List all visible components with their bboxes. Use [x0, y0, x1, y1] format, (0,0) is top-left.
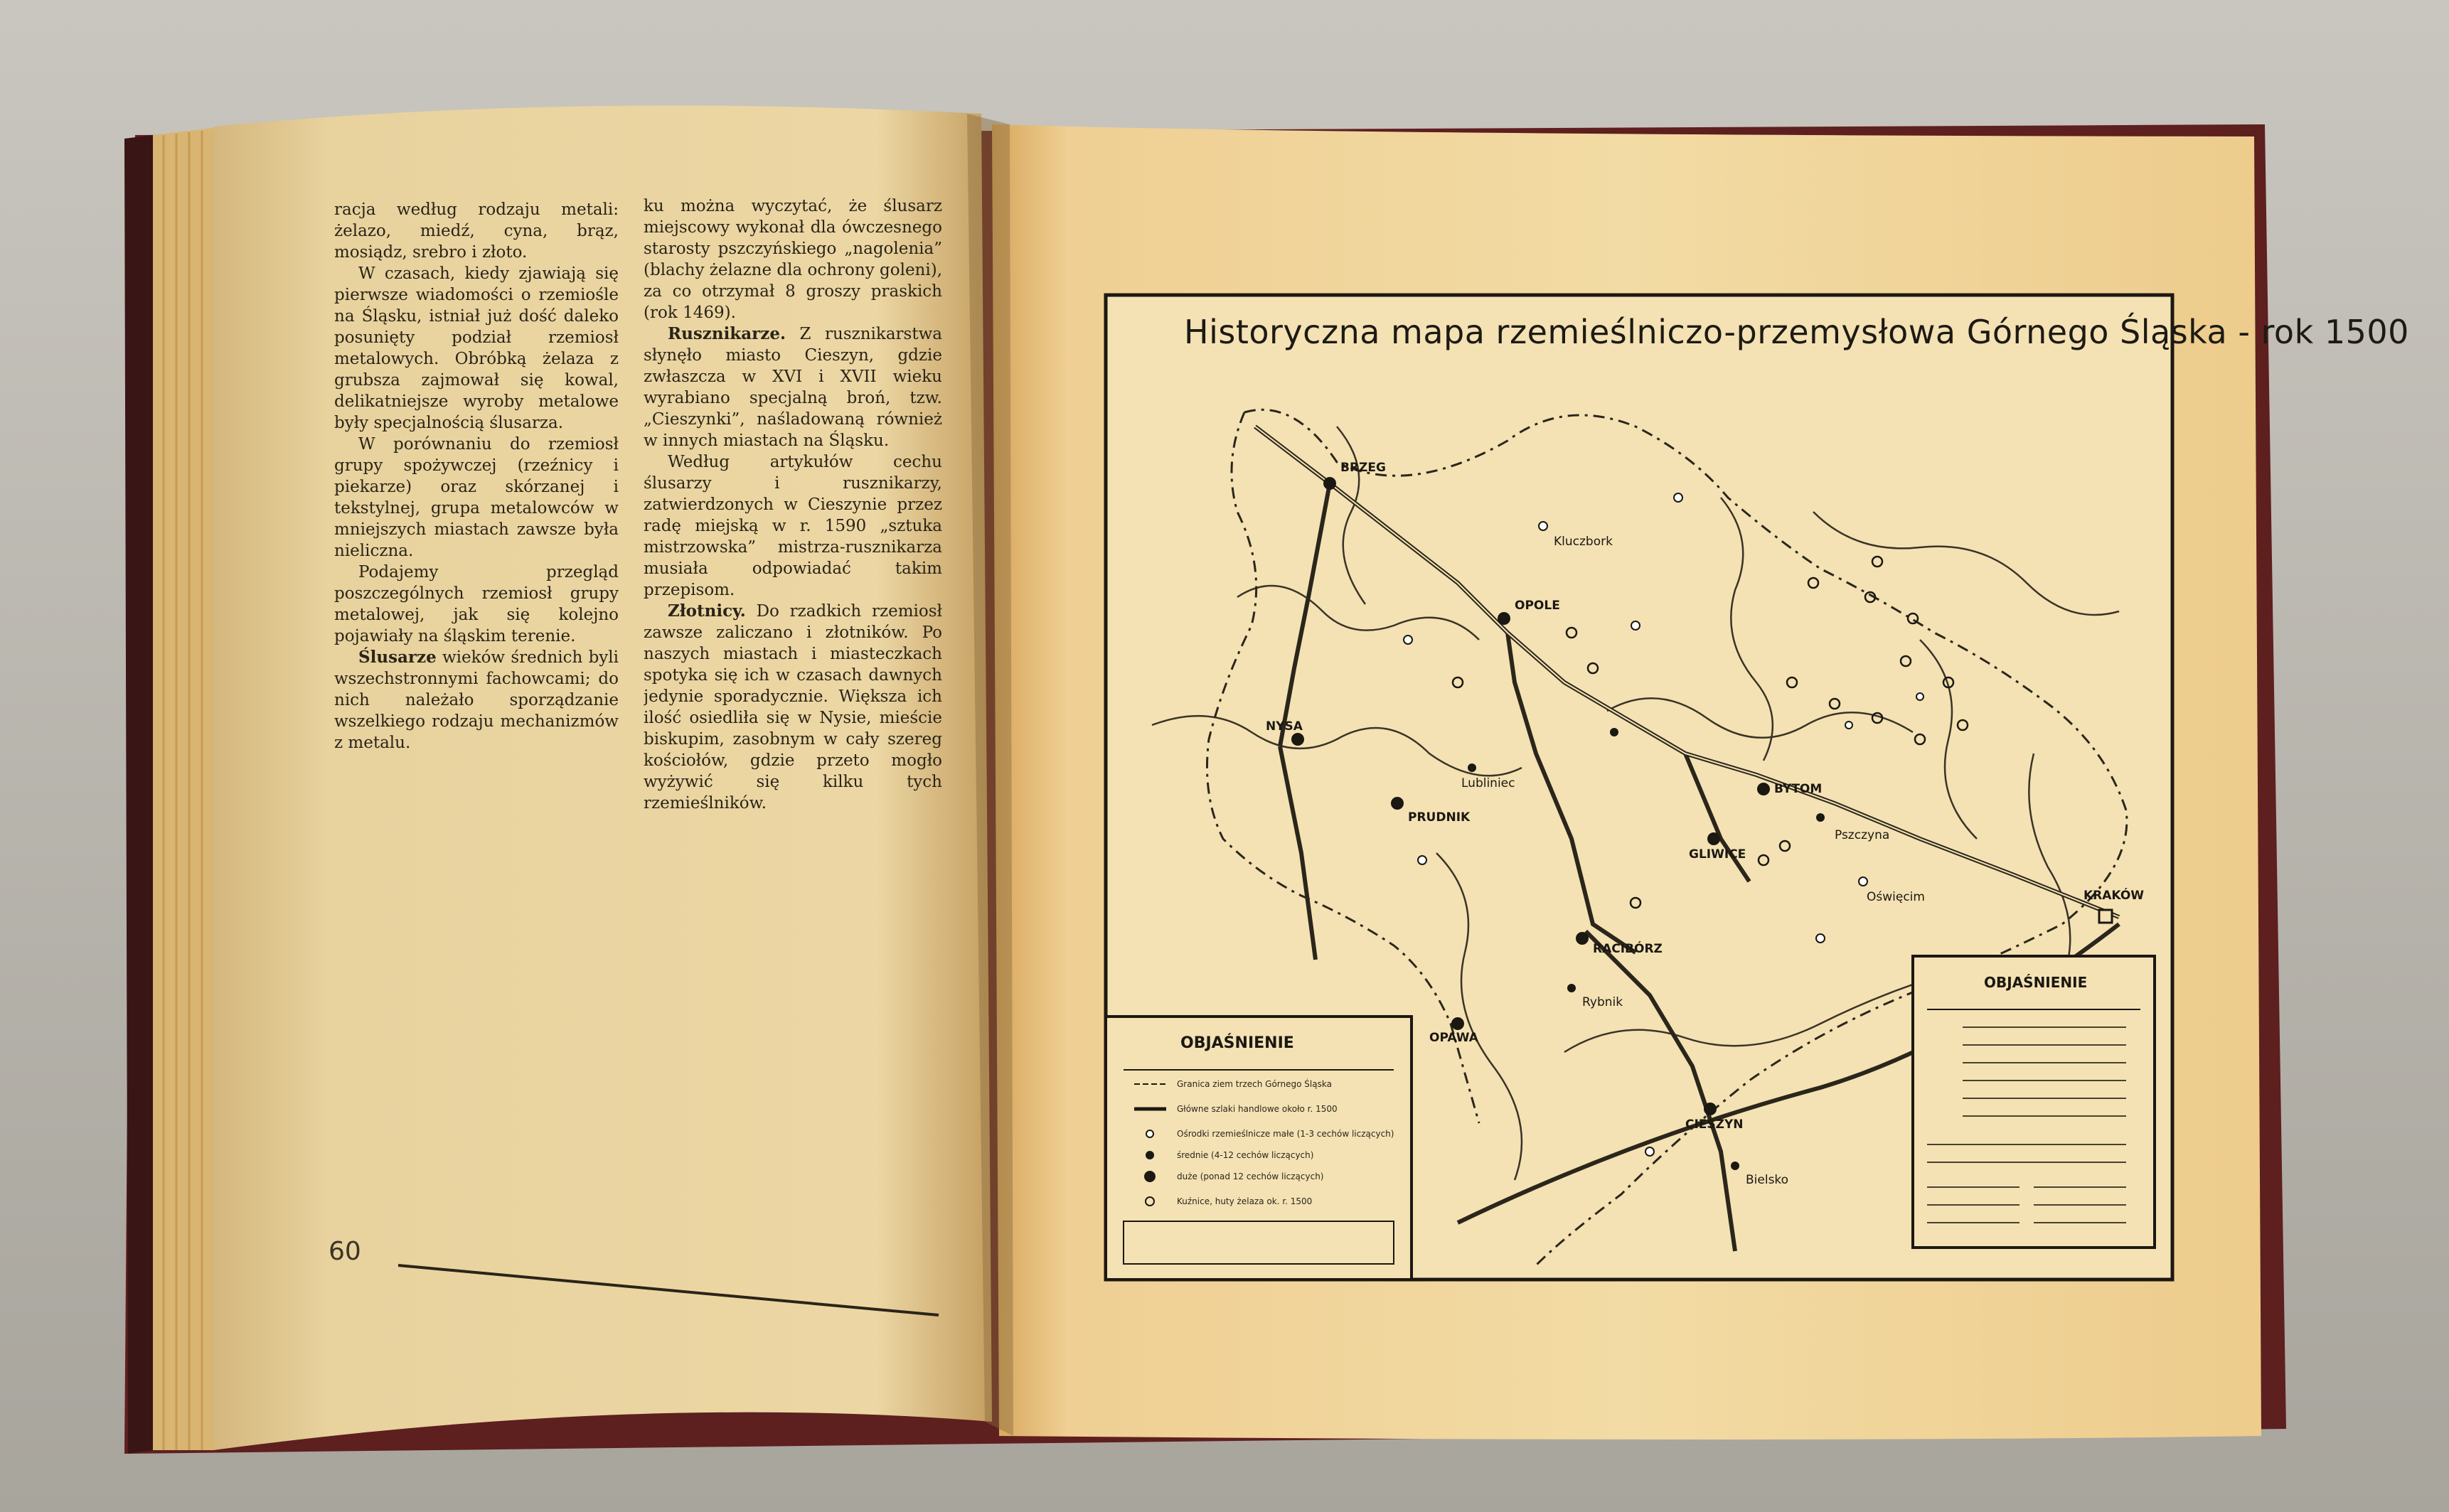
paragraph-text: Do rzadkich rzemiosł zawsze zaliczano i złotników. Po naszych miastach i miasteczkach spotyka się ich w czasach dawnych jedynie sporadycznie. Większa ich ilość osiedliła się w Nysie, mieście biskupim, zasobnym w cały szereg kościołów, gdzie przeto mogło wyżywić się kilku tych rzemieślników.	[644, 602, 942, 813]
legend-box-right	[1913, 956, 2155, 1248]
paragraph: Podajemy przegląd poszczególnych rzemiosł grupy metalowej, jak się kolejno pojawiały na śląskim terenie.	[334, 563, 619, 645]
legend-item: średnie (4-12 cechów liczących)	[1177, 1150, 1314, 1160]
paragraph: racja według rodzaju metali: żelazo, miedź, cyna, brąz, mosiądz, srebro i złoto.	[334, 200, 619, 262]
town-label: Bielsko	[1746, 1173, 1789, 1187]
legend-item: duże (ponad 12 cechów liczących)	[1177, 1171, 1324, 1181]
map-title: Historyczna mapa rzemieślniczo-przemysłowa Górnego Śląska - rok 1500	[1184, 313, 2409, 351]
town-label: BYTOM	[1774, 782, 1823, 796]
paragraph	[334, 647, 619, 754]
town-label: OPOLE	[1515, 599, 1560, 613]
paragraph	[644, 601, 942, 814]
left-page-column-2	[644, 195, 942, 1248]
town-label: RACIBÓRZ	[1593, 942, 1663, 956]
legend-heading: OBJAŚNIENIE	[1984, 974, 2088, 991]
paragraph: ku można wyczytać, że ślusarz miejscowy wykonał dla ówczesnego starosty pszczyńskiego „nagolenia” (blachy żelazne dla ochrony goleni), za co otrzymał 8 groszy praskich (rok 1469).	[644, 197, 942, 322]
section-heading: Rusznikarze.	[668, 324, 786, 343]
paragraph: Według artykułów cechu ślusarzy i rusznikarzy, zatwierdzonych w Cieszynie przez radę miejską w r. 1590 „sztuka mistrzowska” mistrza-rusznikarza musiała odpowiadać takim przepisom.	[644, 453, 942, 599]
legend-item: Kuźnice, huty żelaza ok. r. 1500	[1177, 1196, 1313, 1206]
town-label: Rybnik	[1582, 995, 1623, 1009]
paragraph	[644, 323, 942, 451]
paragraph-text: wieków średnich byli wszechstronnymi fachowcami; do nich należało sporządzanie wszelkiego rodzaju mechanizmów z metalu.	[334, 648, 619, 752]
town-label: Pszczyna	[1835, 828, 1890, 842]
paragraph: W czasach, kiedy zjawiają się pierwsze wiadomości o rzemiośle na Śląsku, istniał już dość daleko posunięty podział rzemiosł metalowych. Obróbką żelaza z grubsza zajmował się kowal, delikatniejsze wyroby metalowe były specjalnością ślusarza.	[334, 264, 619, 432]
page-stack-left	[153, 128, 213, 1450]
paragraph-text: Z rusznikarstwa słynęło miasto Cieszyn, gdzie zwłaszcza w XVI i XVII wieku wyrabiano specjalną broń, tzw. „Cieszynki”, naśladowaną również w innych miastach na Śląsku.	[644, 325, 942, 450]
legend-item: Główne szlaki handlowe około r. 1500	[1177, 1104, 1338, 1114]
town-label: OPAWA	[1429, 1031, 1478, 1045]
left-page-column-1	[334, 199, 619, 1244]
page-number: 60	[329, 1237, 361, 1266]
legend-item: Granica ziem trzech Górnego Śląska	[1177, 1079, 1332, 1089]
legend-box-left	[1106, 1017, 1412, 1280]
legend-heading: OBJAŚNIENIE	[1180, 1034, 1294, 1052]
town-label: KRAKÓW	[2083, 889, 2145, 903]
town-label: PRUDNIK	[1408, 810, 1471, 825]
town-label: Oświęcim	[1867, 890, 1925, 904]
legend-item: Ośrodki rzemieślnicze małe (1-3 cechów liczących)	[1177, 1129, 1394, 1139]
town-label: Kluczbork	[1554, 535, 1613, 549]
book-spine-edge	[124, 135, 153, 1454]
paragraph: W porównaniu do rzemiosł grupy spożywczej (rzeźnicy i piekarze) oraz skórzanej i tekstylnej, grupa metalowców w mniejszych miastach zawsze była nieliczna.	[334, 435, 619, 560]
town-label: NYSA	[1266, 719, 1303, 734]
town-label: CIESZYN	[1685, 1117, 1744, 1132]
town-label: BRZEG	[1340, 461, 1386, 475]
town-label: GLIWICE	[1689, 847, 1746, 862]
section-heading: Ślusarze	[358, 648, 437, 667]
town-label: Lubliniec	[1461, 776, 1515, 790]
section-heading: Złotnicy.	[668, 601, 746, 621]
